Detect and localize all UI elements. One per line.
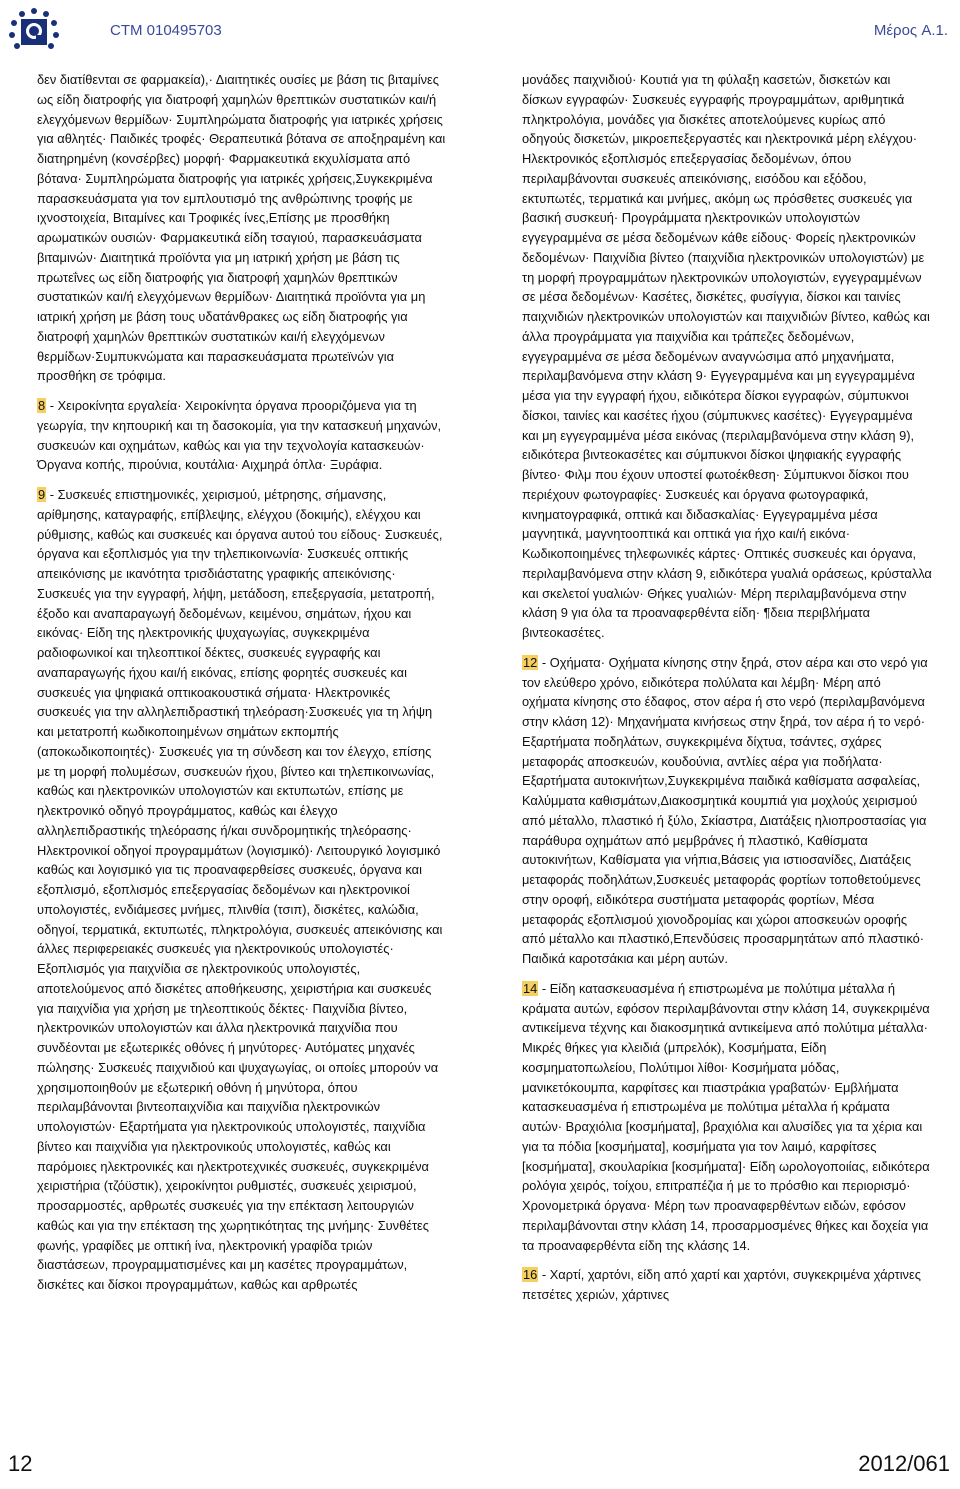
class-number-badge: 14 [523, 980, 538, 996]
class-description: - Συσκευές επιστημονικές, χειρισμού, μέτρησης, σήμανσης, αρίθμησης, καταγραφής, επίβλεψης, ελέγχου (δοκιμής), ελέγχου και ρύθμισης, καθώς και συσκευές και όργανα αυτού του είδους· Συσκευές, όργανα και εξοπλισμός για την τηλεπικοινωνία· Συσκευές οπτικής απεικόνισης με ικανότητα τρισδιάστατης γραφικής απεικόνισης· Συσκευές για την εγγραφή, λήψη, μετάδοση, επεξεργασία, μετατροπή, έξοδο και αναπαραγωγή δεδομένων, κειμένου, σημάτων, ήχου και εικόνας· Είδη της ηλεκτρονικής ψυχαγωγίας, συγκεκριμένα ραδιοφωνικοί και τηλεοπτικοί δέκτες, συσκευές εγγραφής και αναπαραγωγής ήχου και/ή εικόνας, επίσης φορητές συσκευές και συσκευές για ψηφιακά οπτικοακουστικά σήματα· Ηλεκτρονικές συσκευές για την αλληλεπιδραστική τηλεόραση·Συσκευές για τη λήψη και μετατροπή κωδικοποιημένων σημάτων εκπομπής (αποκωδικοποιητές)· Συσκευές για τη σύνδεση και τον έλεγχο, επίσης με τη μορφή πολυμέσων, συσκευών ήχου, βίντεο και τηλεπικοινωνίας, καθώς και ηλεκτρονικών υπολογιστών και εκτυπωτών, επίσης με ηλεκτρονικό οδηγό προγράμματος, καθώς και έλεγχο αλληλεπιδραστικής τηλεόρασης ή/και συνδρομητικής τηλεόρασης· Ηλεκτρονικοί οδηγοί προγραμμάτων (λογισμικό)· Λειτουργικό λογισμικό καθώς και λογισμικό για τις προαναφερθείσες συσκευές, όργανα και εξοπλισμό, εξοπλισμός επεξεργασίας δεδομένων και ηλεκτρονικοί υπολογιστές, ενδιάμεσες μνήμες, πλινθία (τσιπ), δισκέτες, καλώδια, οδηγοί, τερματικά, εκτυπωτές, πληκτρολόγια, συσκευές απεικόνισης και άλλες περιφερειακές συσκευές για ηλεκτρονικούς υπολογιστές· Εξοπλισμός για παιχνίδια σε ηλεκτρονικούς υπολογιστές, αποτελούμενος από δισκέτες αποθήκευσης, χειριστήρια και συσκευές για παιχνίδια για χρήση με τηλεοπτικούς δέκτες· Παιχνίδια βίντεο, ηλεκτρονικών υπολογιστών και άλλα ηλεκτρονικά παιχνίδια που συνδέονται με εξωτερικές οθόνες ή μηνύτορες· Αυτόματες μηχανές πώλησης· Συσκευές παιχνιδιού και ψυχαγωγίας, οι οποίες μπορούν να χρησιμοποιηθούν με εξωτερική οθόνη ή μηνύτορα, όπου περιλαμβάνονται βιντεοπαιχνίδια και παιχνίδια ηλεκτρονικών υπολογιστών· Εξαρτήματα για ηλεκτρονικούς υπολογιστές, παιχνίδια βίντεο και παιχνίδια για ηλεκτρονικούς υπολογιστές, καθώς και παρόμοιες ηλεκτρονικές και ηλεκτροτεχνικές συσκευές, συγκεκριμένα χειριστήρια (τζόϋστικ), χειροκίνητοι ρυθμιστές, συσκευές χειρισμού, προσαρμοστές, αρθρωτές συσκευές για την επέκταση λειτουργιών καθώς και για την επέκταση της χωρητικότητας της μνήμης· Συνθέτες φωνής, γραφίδες με οπτική ίνα, ηλεκτρονική γραφίδα τριών διαστάσεων, προγραμματισμένες και μη κασέτες προγραμμάτων, δισκέτες και δίσκοι προγραμμάτων, καθώς και αρθρωτές [37, 487, 443, 1292]
goods-paragraph: δεν διατίθενται σε φαρμακεία),· Διαιτητικές ουσίες με βάση τις βιταμίνες ως είδη διατροφής για διατροφή χαμηλών θρεπτικών συστατικών και/ή ελεγχόμενων θερμίδων· Συμπληρώματα διατροφής για ιατρικές χρήσεις για αθλητές· Παιδικές τροφές· Θεραπευτικά βότανα σε αποξηραμένη και διατηρημένη (κονσέρβες) μορφή· Φαρμακευτικά εκχυλίσματα από βότανα· Συμπληρώματα διατροφής για ιατρικές χρήσεις,Συγκεκριμένα παρασκευάσματα για τον εμπλουτισμό της ανθρώπινης τροφής με ιχνοστοιχεία, Βιταμίνες και Τροφικές ίνες,Επίσης με προσθήκη αρωματικών ουσιών· Φαρμακευτικά είδη τσαγιού, παρασκευάσματα βιταμινών· Διαιτητικά προϊόντα για μη ιατρική χρήση με βάση τις πρωτεΐνες ως είδη διατροφής για διατροφή χαμηλών θρεπτικών συστατικών και/ή ελεγχόμενων θερμίδων· Διαιτητικά προϊόντα για μη ιατρική χρήση με βάση τους υδατάνθρακες ως είδη διατροφής για διατροφή χαμηλών θρεπτικών συστατικών και/ή ελεγχόμενων θερμίδων·Συμπυκνώματα και παρασκευάσματα πρωτεϊνών για προσθήκη σε τρόφιμα. [37, 72, 446, 384]
part-reference: Μέρος A.1. [873, 22, 948, 39]
class-8-entry [37, 396, 447, 475]
class-number-badge: 12 [523, 654, 538, 670]
class-12-entry [522, 653, 932, 969]
class-description: - Χαρτί, χαρτόνι, είδη από χαρτί και χαρτόνι, συγκεκριμένα χάρτινες πετσέτες χεριών, χάρτινες [522, 1267, 921, 1302]
class-number-badge: 16 [523, 1267, 538, 1283]
class-description: - Είδη κατασκευασμένα ή επιστρωμένα με πολύτιμα μέταλλα ή κράματα αυτών, εφόσον περιλαμβάνονται στην κλάση 14, συγκεκριμένα αντικείμενα τέχνης και διακοσμητικά αντικείμενα από πολύτιμα μέταλλα· Μικρές θήκες για κλειδιά (μπρελόκ), Κοσμήματα, Είδη κοσμηματοπωλείου, Πολύτιμοι λίθοι· Κοσμήματα μόδας, μανικετόκουμπα, καρφίτσες και πιαστράκια γραβατών· Εμβλήματα κατασκευασμένα ή επιστρωμένα με πολύτιμα μέταλλα ή κράματα αυτών· Βραχιόλια [κοσμήματα], βραχιόλια και αλυσίδες για τα χέρια και για τα πόδια [κοσμήματα], κοσμήματα για τον λαιμό, καρφίτσες [κοσμήματα], σκουλαρίκια [κοσμήματα]· Είδη ωρολογοποιίας, ειδικότερα ρολόγια χειρός, τοίχου, επιτραπέζια ή με το πρόσθιο και περιορισμό· Χρονομετρικά όργανα· Μέρη των προαναφερθέντων ειδών, εφόσον περιλαμβάνονται στην κλάση 14, προσαρμοσμένες θήκες και δοχεία για τα προαναφερθέντα είδη της κλάσης 14. [522, 980, 930, 1253]
page-number: 12 [8, 1451, 33, 1476]
class-number-badge: 9 [38, 487, 46, 502]
class-description: - Οχήματα· Οχήματα κίνησης στην ξηρά, στον αέρα και στο νερό για τον ελεύθερο χρόνο, ειδικότερα πολύλατα και λέμβη· Μέρη από οχήματα κίνησης στο έδαφος, στον αέρα ή στο νερό (περιλαμβανόμενα στην κλάση 12)· Μηχανήματα κινήσεως στην ξηρά, τον αέρα ή το νερό· Εξαρτήματα ποδηλάτων, συγκεκριμένα δίχτυα, τσάντες, σχάρες μεταφοράς αποσκευών, κουδούνια, αντλίες αέρα για ποδήλατα· Εξαρτήματα αυτοκινήτων,Συγκεκριμένα παιδικά καθίσματα ασφαλείας, Καλύμματα καθισμάτων,Διακοσμητικά κουμπιά για μοχλούς χειρισμού από μέταλλο, πλαστικό ή ξύλο, Σκίαστρα, Διατάξεις ηλιοπροστασίας για παράθυρα οχημάτων από μεμβράνες ή πλαστικό, Καθίσματα αυτοκινήτων, Καθίσματα για νήπια,Βάσεις για ιστιοσανίδες, Διατάξεις μεταφοράς ποδηλάτων,Συσκευές μεταφοράς φορτίων τοποθετούμενες στην οροφή, ειδικότερα συστήματα μεταφοράς φορτίων, Μέσα μεταφοράς εξοπλισμού χιονοδρομίας και χώροι αποσκευών οροφής από μέταλλο και πλαστικό,Επενδύσεις προσαρμητάτων από πλαστικό· Παιδικά καροτσάκια και μέρη αυτών. [522, 654, 928, 966]
class-number-badge: 8 [38, 398, 46, 413]
issue-number: 2012/061 [858, 1451, 950, 1476]
document-id: CTM 010495703 [110, 22, 222, 39]
class-16-entry [522, 1265, 932, 1305]
class-14-entry [522, 979, 932, 1256]
left-column [37, 70, 447, 1305]
page-header [0, 0, 960, 60]
right-column [522, 70, 932, 1315]
class-description: - Χειροκίνητα εργαλεία· Χειροκίνητα όργανα προοριζόμενα για τη γεωργία, την κηπουρική και τη δασοκομία, για την κατασκευή μηχανών, συσκευών και οχημάτων, καθώς και για την τεχνολογία κατασκευών· Όργανα κοπής, πιρούνια, κουτάλια· Αιχμηρά όπλα· Ξυράφια. [37, 398, 442, 473]
goods-paragraph: μονάδες παιχνιδιού· Κουτιά για τη φύλαξη κασετών, δισκετών και δίσκων εγγραφών· Συσκευές εγγραφής προγραμμάτων, αριθμητικά πληκτρολόγια, μονάδες για δισκέτες αποτελούμενες κυρίως από οδηγούς δισκετών, μικροεπεξεργαστές και ηλεκτρονικά μέρη ελέγχου· Ηλεκτρονικός εξοπλισμός επεξεργασίας δεδομένων, όπου περιλαμβάνονται συσκευές απεικόνισης, εισόδου και εξόδου, εκτυπωτές, τερματικά και μνήμες, ακόμη ως πρόσθετες συσκευές για βασική συσκευή· Προγράμματα ηλεκτρονικών υπολογιστών εγγεγραμμένα σε μέσα δεδομένων κάθε είδους· Φορείς ηλεκτρονικών δεδομένων· Παιχνίδια βίντεο (παιχνίδια ηλεκτρονικών υπολογιστών) με τη μορφή προγραμμάτων ηλεκτρονικών υπολογιστών, εγγεγραμμένων σε μέσα δεδομένων· Κασέτες, δισκέτες, φυσίγγια, δίσκοι και ταινίες παιχνιδιών ηλεκτρονικών υπολογιστών και παιχνιδιών βίντεο, καθώς και άλλα προγράμματα για παιχνίδια και τράπεζες δεδομένων, εγγεγραμμένα σε μέσα δεδομένων αναγνώσιμα από μηχανήματα, περιλαμβανόμενα στην κλάση 9· Εγγεγραμμένα και μη εγγεγραμμένα μέσα για την εγγραφή ήχου, ειδικότερα δίσκοι εγγραφών, σύμπυκνοι δίσκοι, ταινίες και κασέτες ήχου (σύμπυκνες κασέτες)· Εγγεγραμμένα και μη εγγεγραμμένα μέσα εικόνας (περιλαμβανόμενα στην κλάση 9), ειδικότερα βιντεοκασέτες και σύμπυκνοι δίσκοι ψηφιακής εγγραφής βίντεο· Φιλμ που έχουν υποστεί φωτοέκθεση· Σύμπυκνοι δίσκοι που περιέχουν φωτογραφίες· Συσκευές και όργανα φωτογραφικά, κινηματογραφικά, οπτικά και διδασκαλίας· Εγγεγραμμένα μέσα μαγνητικά, μαγνητοοπτικά και οπτικά για ήχο και/ή εικόνα· Κωδικοποιημένες τηλεφωνικές κάρτες· Οπτικές συσκευές και όργανα, περιλαμβανόμενα στην κλάση 9, ειδικότερα γυαλιά οράσεως, κρύσταλλα και σκελετοί γυαλιών· Θήκες γυαλιών· Μέρη περιλαμβανόμενα στην κλάση 9 για όλα τα προαναφερθέντα είδη· ¶δεια περιβλήματα βιντεοκασέτες. [522, 72, 932, 640]
eu-logo-icon [2, 2, 66, 58]
class-9-entry [37, 485, 447, 1295]
